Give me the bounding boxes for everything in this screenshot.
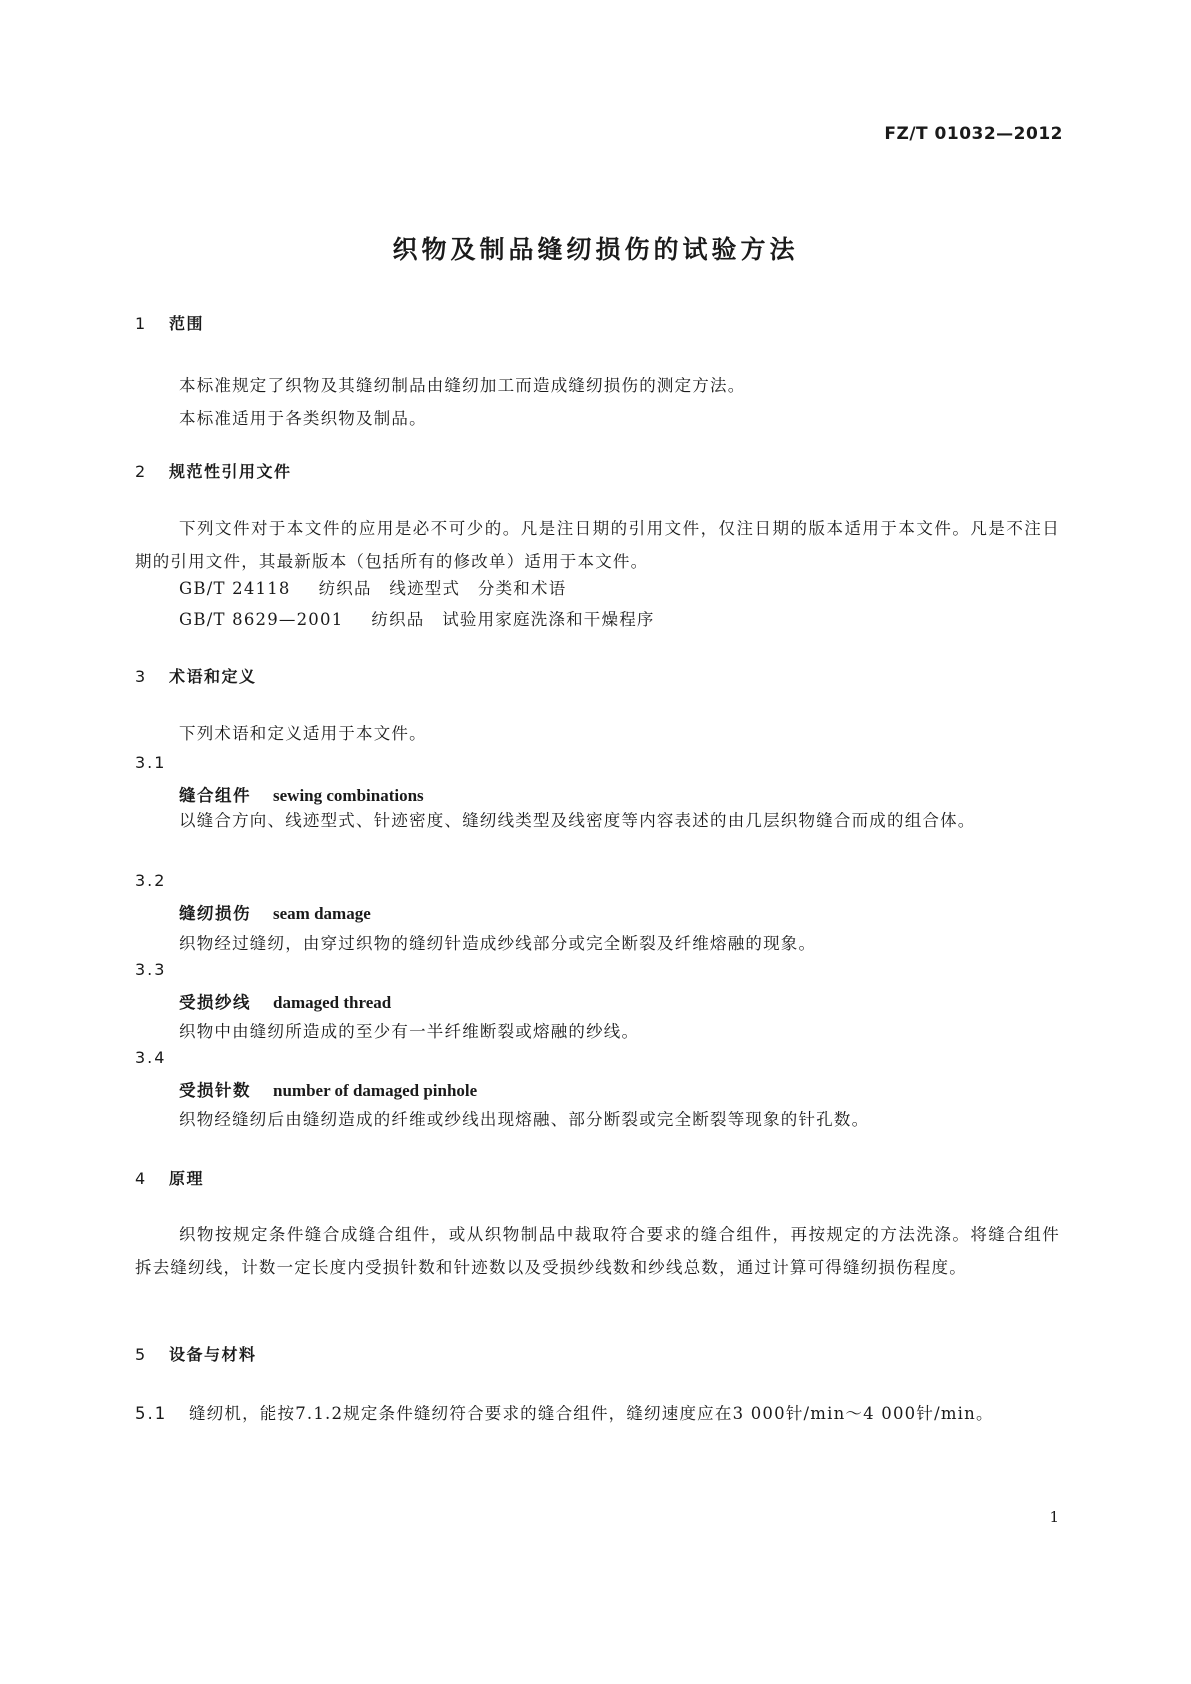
term-zh: 受损针数 [179, 1081, 251, 1100]
clause-number: 5.1 [135, 1404, 168, 1423]
section-title: 术语和定义 [169, 667, 257, 686]
reference-item [179, 575, 566, 599]
section-heading-scope [135, 311, 204, 334]
section-number: 2 [135, 462, 147, 481]
term-definition: 织物中由缝纫所造成的至少有一半纤维断裂或熔融的纱线。 [179, 1022, 640, 1041]
section-number: 3 [135, 667, 147, 686]
term-number: 3.3 [135, 960, 167, 979]
term-number: 3.2 [135, 871, 167, 890]
term-heading [179, 1077, 477, 1101]
term-number: 3.1 [135, 753, 167, 772]
page-number: 1 [1049, 1508, 1059, 1526]
term-en: damaged thread [273, 993, 392, 1012]
scope-paragraph: 本标准适用于各类织物及制品。 [179, 409, 427, 428]
reference-title: 纺织品 试验用家庭洗涤和干燥程序 [371, 610, 655, 629]
standard-code: FZ/T 01032—2012 [884, 124, 1063, 144]
section-title: 范围 [169, 314, 205, 333]
scope-paragraph: 本标准规定了织物及其缝纫制品由缝纫加工而造成缝纫损伤的测定方法。 [179, 376, 746, 395]
section-title: 规范性引用文件 [169, 462, 292, 481]
term-zh: 缝纫损伤 [179, 904, 251, 923]
clause-text: 缝纫机，能按7.1.2规定条件缝纫符合要求的缝合组件，缝纫速度应在3 000针/min～4 000针/min。 [189, 1404, 994, 1423]
section-heading-terms [135, 664, 257, 687]
reference-code: GB/T 24118 [179, 579, 291, 598]
section-heading-normative-references [135, 459, 292, 482]
term-definition: 织物经缝纫后由缝纫造成的纤维或纱线出现熔融、部分断裂或完全断裂等现象的针孔数。 [179, 1110, 870, 1129]
reference-code: GB/T 8629—2001 [179, 610, 344, 629]
term-zh: 缝合组件 [179, 786, 251, 805]
term-definition: 以缝合方向、线迹型式、针迹密度、缝纫线类型及线密度等内容表述的由几层织物缝合而成的组合体。 [179, 811, 976, 830]
term-definition: 织物经过缝纫，由穿过织物的缝纫针造成纱线部分或完全断裂及纤维熔融的现象。 [179, 934, 817, 953]
term-heading [179, 900, 371, 924]
term-zh: 受损纱线 [179, 993, 251, 1012]
section-heading-equipment [135, 1342, 257, 1365]
document-title: 织物及制品缝纫损伤的试验方法 [392, 235, 799, 264]
section-title: 原理 [169, 1169, 205, 1188]
terms-intro: 下列术语和定义适用于本文件。 [179, 724, 427, 743]
section-number: 1 [135, 314, 147, 333]
term-en: seam damage [273, 904, 371, 923]
reference-title: 纺织品 线迹型式 分类和术语 [318, 579, 567, 598]
section-number: 5 [135, 1345, 147, 1364]
term-number: 3.4 [135, 1048, 167, 1067]
clause-5-1 [135, 1400, 994, 1424]
section-number: 4 [135, 1169, 147, 1188]
term-heading [179, 782, 424, 806]
term-en: number of damaged pinhole [273, 1081, 478, 1100]
reference-item [179, 606, 655, 630]
references-intro: 下列文件对于本文件的应用是必不可少的。凡是注日期的引用文件，仅注日期的版本适用于本文件。凡是不注日期的引用文件，其最新版本（包括所有的修改单）适用于本文件。 [135, 519, 1060, 571]
term-heading [179, 989, 391, 1013]
section-title: 设备与材料 [169, 1345, 257, 1364]
section-heading-principle [135, 1166, 204, 1189]
principle-paragraph: 织物按规定条件缝合成缝合组件，或从织物制品中裁取符合要求的缝合组件，再按规定的方法洗涤。将缝合组件拆去缝纫线，计数一定长度内受损针数和针迹数以及受损纱线数和纱线总数，通过计算可得缝纫损伤程度。 [135, 1225, 1060, 1277]
term-en: sewing combinations [273, 786, 424, 805]
